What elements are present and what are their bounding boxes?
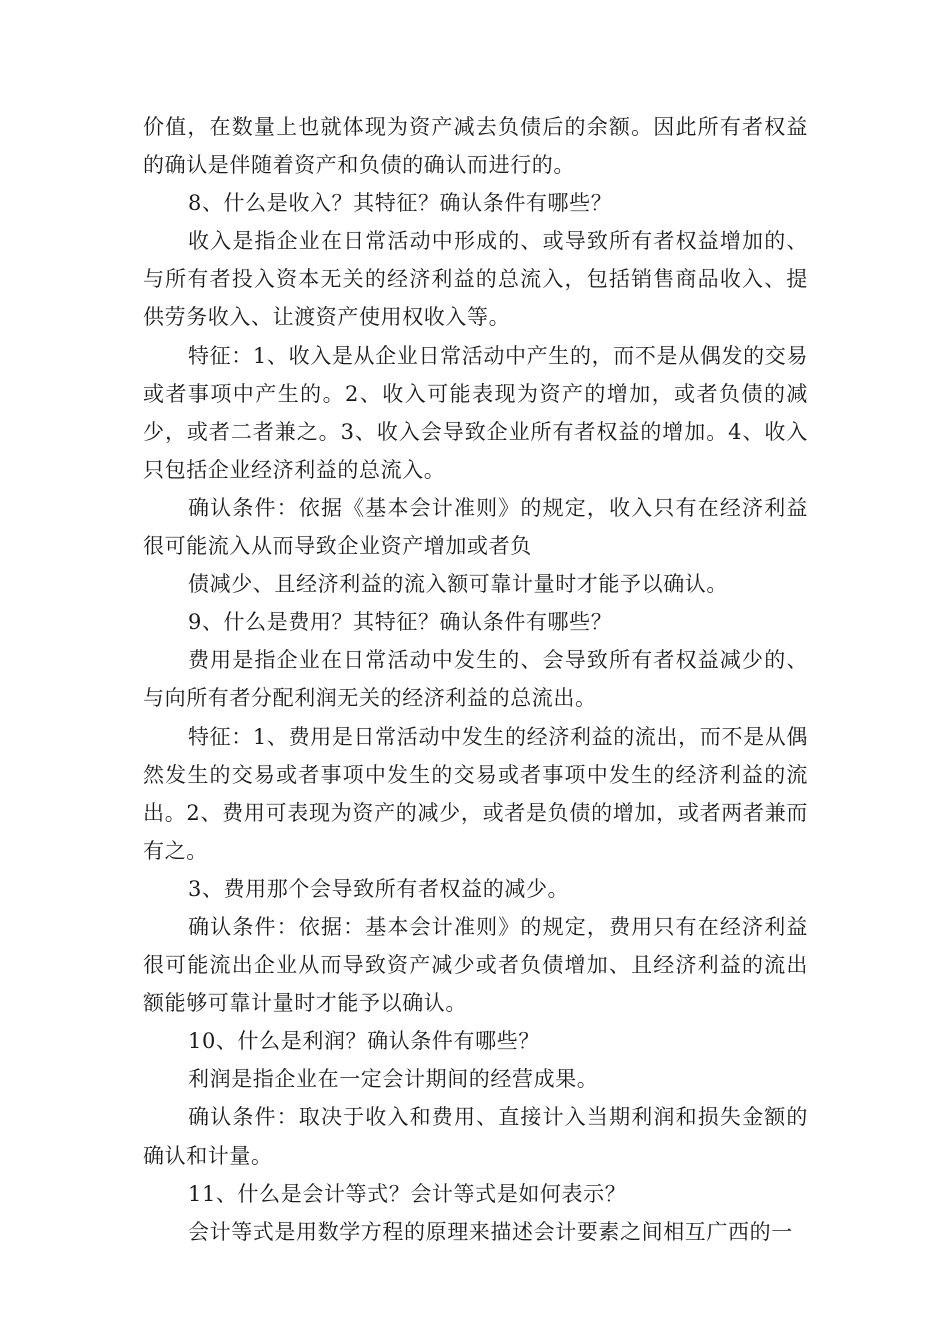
question-8-heading: 8、什么是收入？其特征？确认条件有哪些？	[188, 191, 613, 216]
income-recognition-part2: 债减少、且经济利益的流入额可靠计量时才能予以确认。	[188, 572, 728, 597]
paragraph-continuation: 价值，在数量上也就体现为资产减去负债后的余额。因此所有者权益的确认是伴随着资产和负债的确认而进行的。	[143, 115, 808, 178]
expense-features: 特征：1、费用是日常活动中发生的经济利益的流出，而不是从偶然发生的交易或者事项中发生的交易或者事项中发生的经济利益的流出。2、费用可表现为资产的减少，或者是负债的增加，或者两者兼而有之。	[143, 724, 808, 863]
income-definition: 收入是指企业在日常活动中形成的、或导致所有者权益增加的、与所有者投入资本无关的经济利益的总流入，包括销售商品收入、提供劳务收入、让渡资产使用权收入等。	[143, 229, 808, 330]
income-recognition-part1: 确认条件：依据《基本会计准则》的规定，收入只有在经济利益很可能流入从而导致企业资产增加或者负	[143, 495, 808, 559]
expense-recognition: 确认条件：依据：基本会计准则》的规定，费用只有在经济利益很可能流出企业从而导致资产减少或者负债增加、且经济利益的流出额能够可靠计量时才能予以确认。	[143, 914, 808, 1016]
profit-definition: 利润是指企业在一定会计期间的经营成果。	[188, 1067, 599, 1092]
document-page	[143, 108, 808, 1251]
question-10-heading: 10、什么是利润？确认条件有哪些？	[188, 1029, 540, 1054]
question-9-heading: 9、什么是费用？其特征？确认条件有哪些？	[188, 610, 613, 635]
expense-feature-3: 3、费用那个会导致所有者权益的减少。	[188, 876, 570, 901]
accounting-equation-definition: 会计等式是用数学方程的原理来描述会计要素之间相互广西的一	[188, 1219, 793, 1244]
income-features: 特征：1、收入是从企业日常活动中产生的，而不是从偶发的交易或者事项中产生的。2、收入可能表现为资产的增加，或者负债的减少，或者二者兼之。3、收入会导致企业所有者权益的增加。4、收入只包括企业经济利益的总流入。	[143, 343, 808, 482]
expense-definition: 费用是指企业在日常活动中发生的、会导致所有者权益减少的、与向所有者分配利润无关的经济利益的总流出。	[143, 648, 808, 711]
profit-recognition: 确认条件：取决于收入和费用、直接计入当期利润和损失金额的确认和计量。	[143, 1105, 808, 1168]
question-11-heading: 11、什么是会计等式？会计等式是如何表示？	[188, 1181, 627, 1206]
